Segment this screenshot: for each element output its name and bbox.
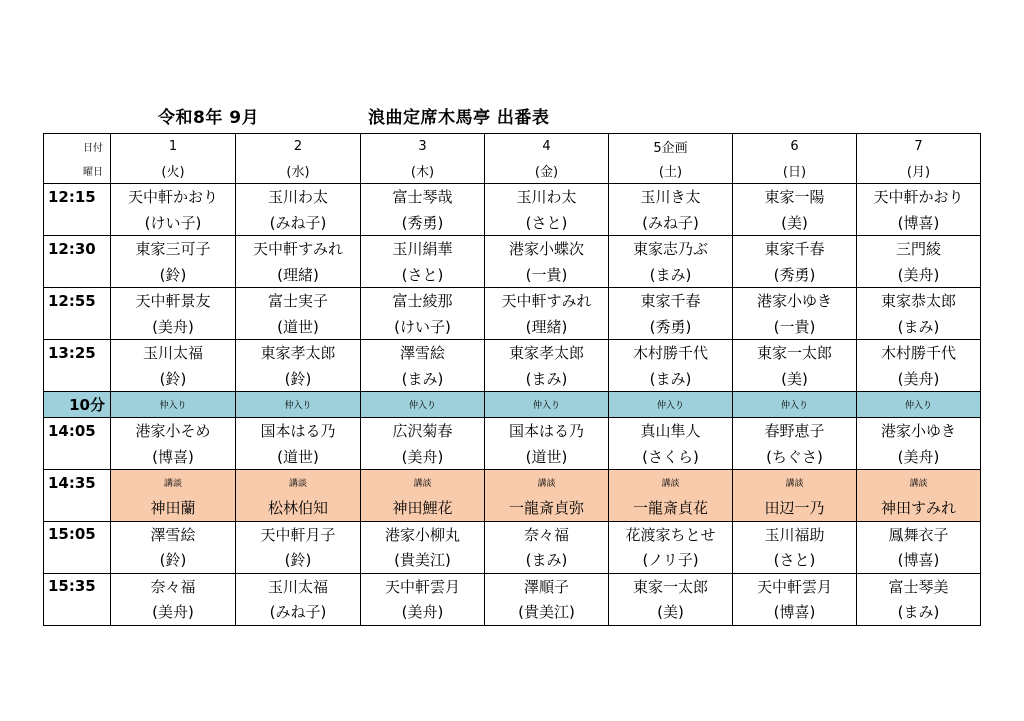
kodan-label-cell: 講談: [609, 470, 733, 496]
accompanist-cell: (美): [733, 366, 857, 392]
day-weekday: (火): [111, 159, 236, 184]
kodan-row-label: [44, 470, 981, 496]
slot-row-performer: [44, 418, 981, 444]
accompanist-cell: (ちぐさ): [733, 444, 857, 470]
performer-cell: 港家小蝶次: [485, 236, 609, 262]
slot-time: 15:05: [44, 521, 111, 547]
performer-cell: 天中軒かおり: [857, 184, 981, 210]
performer-cell: 真山隼人: [609, 418, 733, 444]
kodan-performer-cell: 神田すみれ: [857, 495, 981, 521]
day-weekday: (水): [236, 159, 361, 184]
accompanist-cell: (秀勇): [733, 262, 857, 288]
kodan-performer-cell: 田辺一乃: [733, 495, 857, 521]
slot-row-performer: [44, 340, 981, 366]
accompanist-cell: (博喜): [857, 547, 981, 573]
accompanist-cell: (ノリ子): [609, 547, 733, 573]
accompanist-cell: (博喜): [857, 210, 981, 236]
accompanist-cell: (一貴): [733, 314, 857, 340]
slot-time: 13:25: [44, 340, 111, 366]
performer-cell: 東家一陽: [733, 184, 857, 210]
kodan-time: 14:35: [44, 470, 111, 496]
performer-cell: 東家千春: [733, 236, 857, 262]
kodan-label-cell: 講談: [361, 470, 485, 496]
performer-cell: 港家小ゆき: [857, 418, 981, 444]
slot-row-performer: [44, 573, 981, 599]
kodan-row-performer: [44, 495, 981, 521]
accompanist-cell: (理緒): [485, 314, 609, 340]
accompanist-cell: (秀勇): [609, 314, 733, 340]
kodan-time-blank: [44, 495, 111, 521]
accompanist-cell: (みね子): [236, 210, 361, 236]
intermission-cell: 仲入り: [236, 392, 361, 418]
slot-row-accompanist: [44, 444, 981, 470]
accompanist-cell: (さと): [733, 547, 857, 573]
performer-cell: 富士琴哉: [361, 184, 485, 210]
day-weekday: (日): [733, 159, 857, 184]
intermission-cell: 仲入り: [111, 392, 236, 418]
accompanist-cell: (道世): [236, 314, 361, 340]
performer-cell: 富士琴美: [857, 573, 981, 599]
kodan-label-cell: 講談: [733, 470, 857, 496]
slot-row-accompanist: [44, 366, 981, 392]
accompanist-cell: (美舟): [361, 599, 485, 625]
intermission-row: [44, 392, 981, 418]
slot-time-blank: [44, 366, 111, 392]
day-weekday: (土): [609, 159, 733, 184]
accompanist-cell: (美舟): [857, 366, 981, 392]
performer-cell: 東家千春: [609, 288, 733, 314]
performer-cell: 玉川太福: [111, 340, 236, 366]
intermission-duration: 10分: [44, 392, 111, 418]
accompanist-cell: (博喜): [111, 444, 236, 470]
slot-row-performer: [44, 288, 981, 314]
accompanist-cell: (さと): [485, 210, 609, 236]
accompanist-cell: (美舟): [857, 444, 981, 470]
performer-cell: 国本はる乃: [236, 418, 361, 444]
day-date: 3: [361, 134, 485, 159]
accompanist-cell: (一貴): [485, 262, 609, 288]
performer-cell: 澤順子: [485, 573, 609, 599]
slot-row-accompanist: [44, 210, 981, 236]
slot-time-blank: [44, 210, 111, 236]
performer-cell: 奈々福: [111, 573, 236, 599]
performer-cell: 花渡家ちとせ: [609, 521, 733, 547]
accompanist-cell: (まみ): [609, 366, 733, 392]
performer-cell: 鳳舞衣子: [857, 521, 981, 547]
performer-cell: 東家志乃ぶ: [609, 236, 733, 262]
accompanist-cell: (美舟): [857, 262, 981, 288]
performer-cell: 東家恭太郎: [857, 288, 981, 314]
slot-row-accompanist: [44, 599, 981, 625]
accompanist-cell: (秀勇): [361, 210, 485, 236]
accompanist-cell: (まみ): [857, 599, 981, 625]
accompanist-cell: (美): [609, 599, 733, 625]
performer-cell: 澤雪絵: [111, 521, 236, 547]
performer-cell: 天中軒雲月: [361, 573, 485, 599]
day-weekday: (金): [485, 159, 609, 184]
kodan-performer-cell: 一龍斎貞花: [609, 495, 733, 521]
accompanist-cell: (みね子): [609, 210, 733, 236]
performer-cell: 天中軒月子: [236, 521, 361, 547]
slot-row-performer: [44, 236, 981, 262]
performer-cell: 広沢菊春: [361, 418, 485, 444]
accompanist-cell: (道世): [485, 444, 609, 470]
intermission-cell: 仲入り: [361, 392, 485, 418]
performer-cell: 国本はる乃: [485, 418, 609, 444]
era-month-title: 令和8年 9月: [158, 108, 260, 128]
accompanist-cell: (理緒): [236, 262, 361, 288]
accompanist-cell: (まみ): [485, 366, 609, 392]
performer-cell: 玉川絹華: [361, 236, 485, 262]
performer-cell: 天中軒かおり: [111, 184, 236, 210]
performer-cell: 澤雪絵: [361, 340, 485, 366]
slot-time-blank: [44, 547, 111, 573]
performer-cell: 天中軒景友: [111, 288, 236, 314]
accompanist-cell: (さくら): [609, 444, 733, 470]
accompanist-cell: (みね子): [236, 599, 361, 625]
kodan-label-cell: 講談: [857, 470, 981, 496]
accompanist-cell: (鈴): [111, 547, 236, 573]
accompanist-cell: (道世): [236, 444, 361, 470]
accompanist-cell: (鈴): [111, 262, 236, 288]
performer-cell: 天中軒すみれ: [485, 288, 609, 314]
slot-time-blank: [44, 444, 111, 470]
performer-cell: 富士綾那: [361, 288, 485, 314]
accompanist-cell: (けい子): [111, 210, 236, 236]
slot-time: 14:05: [44, 418, 111, 444]
performer-cell: 奈々福: [485, 521, 609, 547]
schedule-table: [43, 133, 981, 626]
kodan-label-cell: 講談: [111, 470, 236, 496]
header-row-date: [44, 134, 981, 159]
accompanist-cell: (鈴): [236, 547, 361, 573]
accompanist-cell: (博喜): [733, 599, 857, 625]
date-label: 日付: [44, 134, 111, 159]
accompanist-cell: (美舟): [111, 314, 236, 340]
accompanist-cell: (美舟): [111, 599, 236, 625]
performer-cell: 玉川き太: [609, 184, 733, 210]
slot-row-performer: [44, 521, 981, 547]
kodan-performer-cell: 一龍斎貞弥: [485, 495, 609, 521]
accompanist-cell: (鈴): [236, 366, 361, 392]
performer-cell: 東家三可子: [111, 236, 236, 262]
performer-cell: 玉川太福: [236, 573, 361, 599]
intermission-cell: 仲入り: [857, 392, 981, 418]
slot-time: 15:35: [44, 573, 111, 599]
performer-cell: 港家小柳丸: [361, 521, 485, 547]
performer-cell: 東家一太郎: [609, 573, 733, 599]
performer-cell: 玉川わ太: [236, 184, 361, 210]
slot-time: 12:55: [44, 288, 111, 314]
performer-cell: 木村勝千代: [857, 340, 981, 366]
accompanist-cell: (まみ): [857, 314, 981, 340]
header-row-weekday: [44, 159, 981, 184]
schedule-title: 浪曲定席木馬亭 出番表: [368, 108, 550, 128]
performer-cell: 春野恵子: [733, 418, 857, 444]
performer-cell: 富士実子: [236, 288, 361, 314]
performer-cell: 玉川わ太: [485, 184, 609, 210]
day-date: 6: [733, 134, 857, 159]
kodan-performer-cell: 神田鯉花: [361, 495, 485, 521]
slot-row-performer: [44, 184, 981, 210]
performer-cell: 天中軒雲月: [733, 573, 857, 599]
performer-cell: 東家孝太郎: [485, 340, 609, 366]
accompanist-cell: (まみ): [609, 262, 733, 288]
accompanist-cell: (美舟): [361, 444, 485, 470]
day-date: 1: [111, 134, 236, 159]
accompanist-cell: (貴美江): [485, 599, 609, 625]
slot-time-blank: [44, 262, 111, 288]
performer-cell: 東家孝太郎: [236, 340, 361, 366]
intermission-cell: 仲入り: [609, 392, 733, 418]
performer-cell: 三門綾: [857, 236, 981, 262]
accompanist-cell: (けい子): [361, 314, 485, 340]
weekday-label: 曜日: [44, 159, 111, 184]
accompanist-cell: (まみ): [361, 366, 485, 392]
day-date: 5企画: [609, 134, 733, 159]
performer-cell: 港家小ゆき: [733, 288, 857, 314]
slot-row-accompanist: [44, 262, 981, 288]
accompanist-cell: (貴美江): [361, 547, 485, 573]
kodan-label-cell: 講談: [485, 470, 609, 496]
day-date: 2: [236, 134, 361, 159]
kodan-performer-cell: 松林伯知: [236, 495, 361, 521]
accompanist-cell: (鈴): [111, 366, 236, 392]
slot-time: 12:30: [44, 236, 111, 262]
kodan-performer-cell: 神田蘭: [111, 495, 236, 521]
accompanist-cell: (美): [733, 210, 857, 236]
day-weekday: (木): [361, 159, 485, 184]
intermission-cell: 仲入り: [733, 392, 857, 418]
accompanist-cell: (まみ): [485, 547, 609, 573]
day-date: 7: [857, 134, 981, 159]
kodan-label-cell: 講談: [236, 470, 361, 496]
accompanist-cell: (さと): [361, 262, 485, 288]
day-weekday: (月): [857, 159, 981, 184]
slot-time-blank: [44, 314, 111, 340]
performer-cell: 玉川福助: [733, 521, 857, 547]
slot-row-accompanist: [44, 314, 981, 340]
intermission-cell: 仲入り: [485, 392, 609, 418]
performer-cell: 天中軒すみれ: [236, 236, 361, 262]
performer-cell: 東家一太郎: [733, 340, 857, 366]
slot-time: 12:15: [44, 184, 111, 210]
performer-cell: 木村勝千代: [609, 340, 733, 366]
day-date: 4: [485, 134, 609, 159]
slot-row-accompanist: [44, 547, 981, 573]
performer-cell: 港家小そめ: [111, 418, 236, 444]
slot-time-blank: [44, 599, 111, 625]
